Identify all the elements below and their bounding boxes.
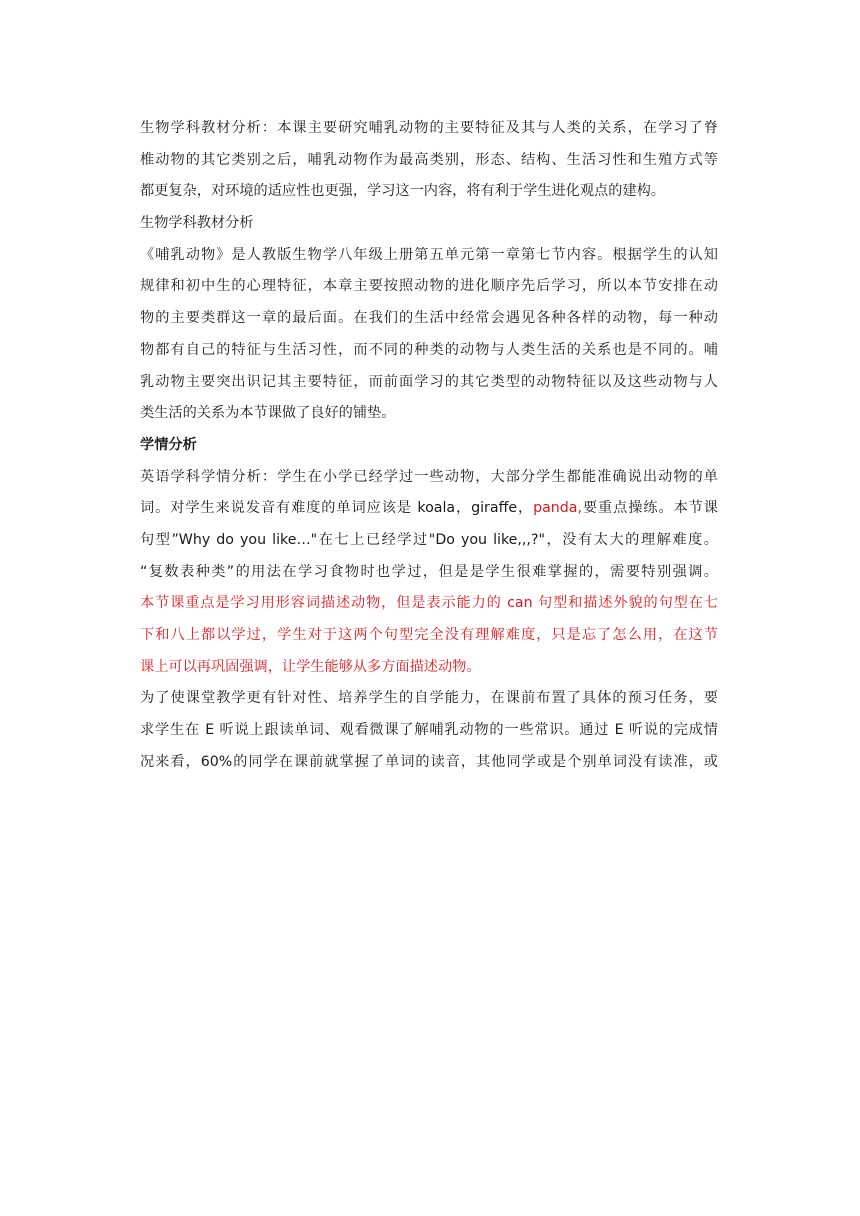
text-line: 英语学科学情分析：学生在小学已经学过一些动物，大部分学生都能准确说出动物的单 bbox=[140, 468, 718, 485]
text-line: 规律和初中生的心理特征，本章主要按照动物的进化顺序先后学习，所以本节安排在动 bbox=[140, 278, 718, 295]
text-line: 句型”Why do you like…"在七上已经学过"Do you like,,,?"，没有太大的理解难度。 bbox=[140, 531, 718, 548]
paragraph-english-learner-analysis bbox=[140, 462, 718, 589]
document-body bbox=[140, 113, 718, 778]
paragraph-key-points-highlighted bbox=[140, 588, 718, 683]
text-line: 求学生在 E 听说上跟读单词、观看微课了解哺乳动物的一些常识。通过 E 听说的完成情 bbox=[140, 722, 718, 739]
text-line: 为了使课堂教学更有针对性、培养学生的自学能力，在课前布置了具体的预习任务，要 bbox=[140, 690, 718, 707]
paragraph-biology-analysis-intro bbox=[140, 113, 718, 208]
text-line-with-highlight bbox=[140, 493, 718, 525]
text-line: 都更复杂，对环境的适应性也更强，学习这一内容，将有利于学生进化观点的建构。 bbox=[140, 183, 665, 200]
paragraph-preview-tasks bbox=[140, 683, 718, 778]
text-line: 乳动物主要突出识记其主要特征，而前面学习的其它类型的动物特征以及这些动物与人 bbox=[140, 373, 718, 390]
text-segment: 要重点操练。本节课 bbox=[582, 500, 718, 517]
text-line: 物都有自己的特征与生活习性，而不同的种类的动物与人类生活的关系也是不同的。哺 bbox=[140, 341, 718, 358]
text-line: 物的主要类群这一章的最后面。在我们的生活中经常会遇见各种各样的动物，每一种动 bbox=[140, 310, 718, 327]
text-segment: 词。对学生来说发音有难度的单词应该是 koala，giraffe， bbox=[140, 500, 534, 517]
text-line: 生物学科教材分析：本课主要研究哺乳动物的主要特征及其与人类的关系，在学习了脊 bbox=[140, 120, 718, 136]
text-line: 课上可以再巩固强调，让学生能够从多方面描述动物。 bbox=[140, 658, 481, 675]
text-line: 类生活的关系为本节课做了良好的铺垫。 bbox=[140, 405, 396, 422]
section-heading-learner-analysis: 学情分析 bbox=[140, 436, 197, 453]
text-line: 下和八上都以学过，学生对于这两个句型完全没有理解难度，只是忘了怎么用，在这节 bbox=[140, 627, 718, 643]
text-line: 《哺乳动物》是人教版生物学八年级上册第五单元第一章第七节内容。根据学生的认知 bbox=[140, 246, 718, 263]
section-heading-biology-material: 生物学科教材分析 bbox=[140, 215, 254, 232]
text-line: 本节课重点是学习用形容词描述动物，但是表示能力的 can 句型和描述外貌的句型在七 bbox=[140, 595, 718, 612]
text-line: 椎动物的其它类别之后，哺乳动物作为最高类别，形态、结构、生活习性和生殖方式等 bbox=[140, 151, 718, 168]
text-line: “复数表种类”的用法在学习食物时也学过，但是是学生很难掌握的，需要特别强调。 bbox=[140, 563, 718, 580]
paragraph-mammal-lesson bbox=[140, 240, 718, 430]
text-line: 况来看，60%的同学在课前就掌握了单词的读音，其他同学或是个别单词没有读准，或 bbox=[140, 753, 718, 770]
highlighted-word-panda: panda, bbox=[533, 500, 583, 517]
